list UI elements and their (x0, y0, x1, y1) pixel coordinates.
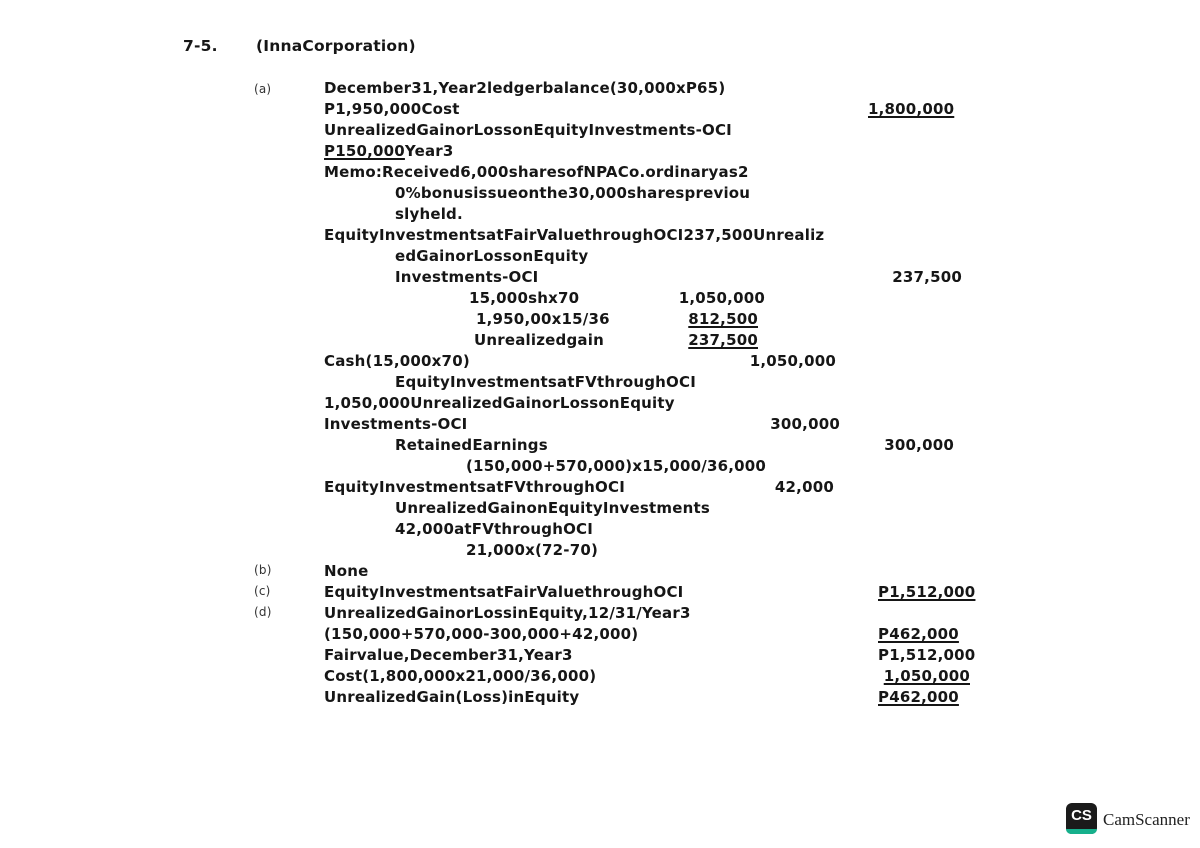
part-d-line-5: UnrealizedGain(Loss)inEquity (324, 688, 580, 706)
entry2-line-1: Cash(15,000x70) (324, 352, 470, 370)
entry1-line-1: EquityInvestmentsatFairValuethroughOCI237,500Unrealiz (324, 226, 825, 244)
camscanner-logo-text: CS (1071, 807, 1092, 824)
memo-line-1: Memo:Received6,000sharesofNPACo.ordinaryas2 (324, 163, 749, 181)
part-d-amount-4: 1,050,000 (883, 667, 970, 685)
part-d-amount-5: P462,000 (878, 688, 959, 706)
entry4-line-2: UnrealizedGainonEquityInvestments (395, 499, 710, 517)
calc-line-1: 15,000shx70 (469, 289, 580, 307)
problem-number: 7-5. (183, 37, 218, 55)
unrealized-gain-line: UnrealizedGainorLossonEquityInvestments-OCI (324, 121, 732, 139)
part-c-text: EquityInvestmentsatFairValuethroughOCI (324, 583, 684, 601)
part-b-label: (b) (254, 563, 272, 577)
entry4-line-4: 21,000x(72-70) (466, 541, 599, 559)
part-d-line-1: UnrealizedGainorLossinEquity,12/31/Year3 (324, 604, 691, 622)
calc-line-3: Unrealizedgain (474, 331, 604, 349)
entry3-credit-amount: 300,000 (884, 436, 954, 454)
entry1-line-2: edGainorLossonEquity (395, 247, 589, 265)
entry2-line-2: EquityInvestmentsatFVthroughOCI (395, 373, 696, 391)
camscanner-watermark-text: CamScanner (1103, 810, 1190, 829)
entry3-line-3: (150,000+570,000)x15,000/36,000 (466, 457, 767, 475)
entry2-debit-amount: 1,050,000 (749, 352, 836, 370)
entry2-line-3: 1,050,000UnrealizedGainorLossonEquity (324, 394, 675, 412)
part-b-answer: None (324, 562, 369, 580)
calc-amount-3: 237,500 (688, 331, 758, 349)
cost-line: P1,950,000Cost (324, 100, 460, 118)
memo-line-2: 0%bonusissueonthe30,000sharespreviou (395, 184, 751, 202)
memo-line-3: slyheld. (395, 205, 463, 223)
unrealized-gain-amount: P150,000 (324, 142, 405, 160)
part-d-line-3: Fairvalue,December31,Year3 (324, 646, 573, 664)
entry1-credit-amount: 237,500 (892, 268, 962, 286)
part-d-line-4: Cost(1,800,000x21,000/36,000) (324, 667, 597, 685)
year3-line (324, 142, 454, 160)
entry1-line-3: Investments-OCI (395, 268, 539, 286)
part-d-amount-2: P462,000 (878, 625, 959, 643)
year3-label: Year3 (404, 142, 454, 160)
entry4-line-1: EquityInvestmentsatFVthroughOCI (324, 478, 625, 496)
part-d-amount-3: P1,512,000 (878, 646, 976, 664)
part-d-line-2: (150,000+570,000-300,000+42,000) (324, 625, 639, 643)
problem-title: (InnaCorporation) (256, 37, 416, 55)
entry4-line-3: 42,000atFVthroughOCI (395, 520, 594, 538)
entry4-debit-amount: 42,000 (774, 478, 834, 496)
entry3-line-1: Investments-OCI (324, 415, 468, 433)
calc-amount-1: 1,050,000 (678, 289, 765, 307)
part-c-label: (c) (254, 584, 271, 598)
part-c-amount: P1,512,000 (878, 583, 976, 601)
part-d-label: (d) (254, 605, 272, 619)
entry3-line-2: RetainedEarnings (395, 436, 548, 454)
cost-amount: 1,800,000 (868, 100, 955, 118)
camscanner-logo-bar (1066, 829, 1097, 834)
ledger-balance-line: December31,Year2ledgerbalance(30,000xP65) (324, 79, 726, 97)
calc-line-2: 1,950,00x15/36 (476, 310, 610, 328)
entry3-debit-amount: 300,000 (770, 415, 840, 433)
calc-amount-2: 812,500 (688, 310, 758, 328)
part-a-label: (a) (254, 82, 272, 96)
